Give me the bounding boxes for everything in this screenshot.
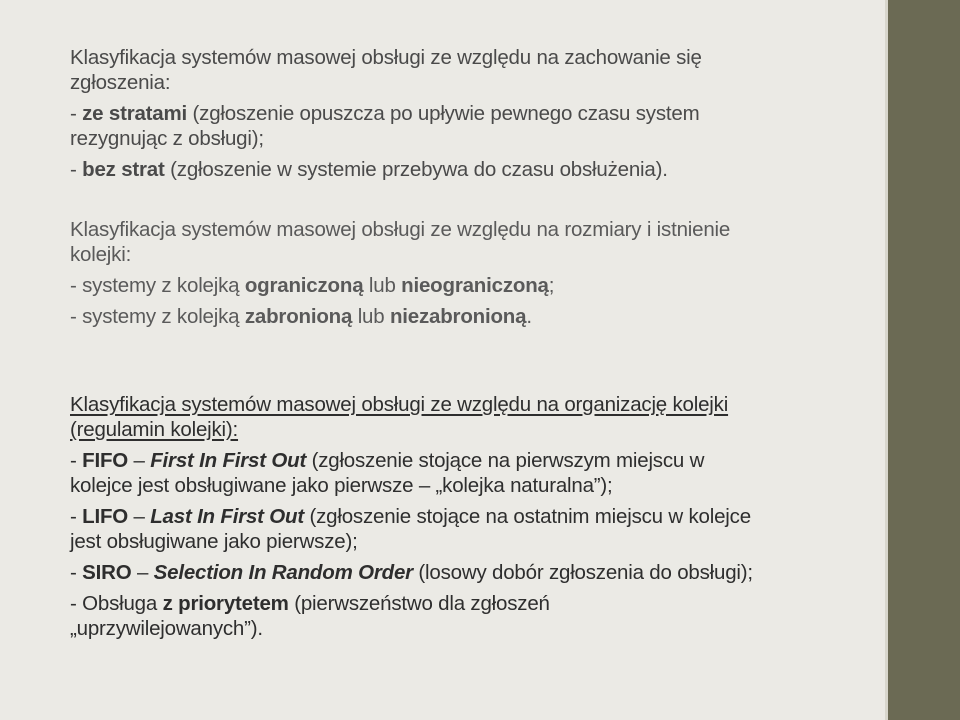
side-strip: [888, 0, 960, 720]
list-item-continuation: jest obsługiwane jako pierwsze);: [70, 530, 358, 553]
section-heading-line: Klasyfikacja systemów masowej obsługi ze względu na zachowanie się: [70, 46, 702, 69]
section-queue-discipline: [70, 392, 860, 641]
section-heading-line: (regulamin kolejki):: [70, 418, 239, 441]
list-item: - systemy z kolejką zabronioną lub niezabronioną.: [70, 305, 532, 328]
section-heading-line: kolejki:: [70, 243, 132, 266]
list-item-continuation: kolejce jest obsługiwane jako pierwsze – „kolejka naturalna”);: [70, 474, 613, 497]
section-heading-line: zgłoszenia:: [70, 71, 171, 94]
list-item-continuation: „uprzywilejowanych”).: [70, 617, 263, 640]
section-heading-line: Klasyfikacja systemów masowej obsługi ze względu na organizację kolejki: [70, 393, 729, 416]
list-item-continuation: rezygnując z obsługi);: [70, 127, 264, 150]
list-item: - ze stratami (zgłoszenie opuszcza po upływie pewnego czasu system: [70, 102, 700, 125]
section-queue-size: [70, 217, 860, 329]
section-loss-behavior: [70, 45, 860, 182]
list-item-priority: - Obsługa z priorytetem (pierwszeństwo dla zgłoszeń: [70, 592, 550, 615]
list-item-siro: - SIRO – Selection In Random Order (losowy dobór zgłoszenia do obsługi);: [70, 561, 753, 584]
list-item-fifo: - FIFO – First In First Out (zgłoszenie stojące na pierwszym miejscu w: [70, 449, 705, 472]
list-item: - systemy z kolejką ograniczoną lub nieograniczoną;: [70, 274, 555, 297]
section-heading-line: Klasyfikacja systemów masowej obsługi ze względu na rozmiary i istnienie: [70, 218, 731, 241]
list-item-lifo: - LIFO – Last In First Out (zgłoszenie stojące na ostatnim miejscu w kolejce: [70, 505, 751, 528]
list-item: - bez strat (zgłoszenie w systemie przebywa do czasu obsłużenia).: [70, 158, 668, 181]
